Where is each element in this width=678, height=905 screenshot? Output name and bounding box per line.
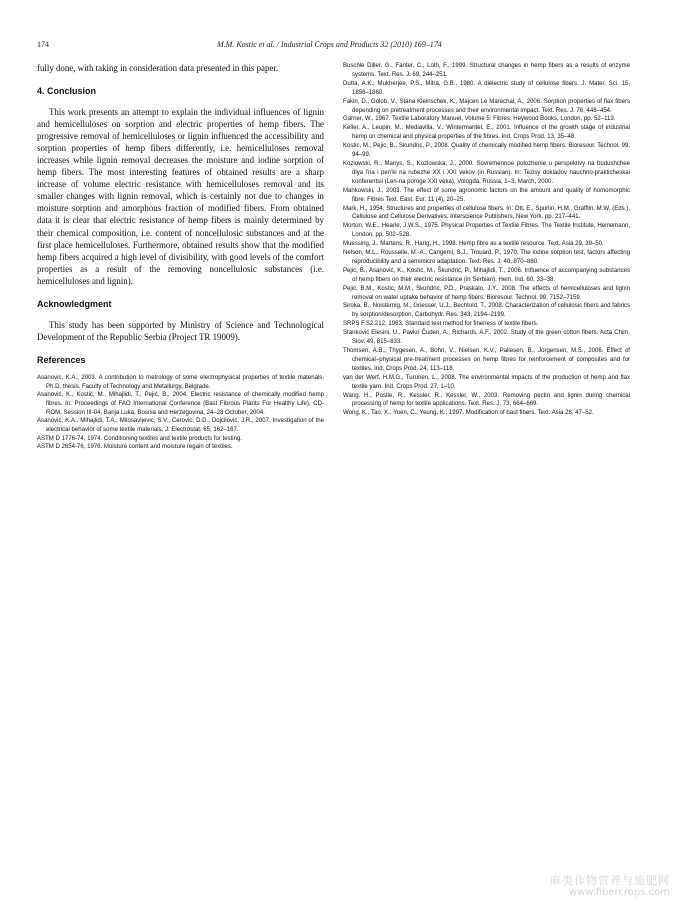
reference-item: Muessing, J., Martens, R., Harig, H., 1998. Hemp fibre as a textile resource. Text. Asia 29, 39–50. xyxy=(343,241,604,248)
reference-item: ASTM D 2654-76, 1976. Moisture content and moisture regain of textiles. xyxy=(37,444,233,451)
reference-item: Asanovic, K.A., 2003. A contribution to metrology of some electrophysical properties of textile materials. Ph.D. thesis. Faculty of Technology and Metallurgy, Belgrade. xyxy=(37,374,324,390)
references-heading: References xyxy=(37,354,86,365)
acknowledgment-paragraph: This study has been supported by Ministry of Science and Technological Development of the Republic Serbia (Project TR 19009). xyxy=(37,319,324,342)
reference-item: Pejic, B.M., Kostic, M.M., Skundric, P.D., Praskalo, J.Y., 2008. The effects of hemicelluloses and lignin removal on water uptake behavior of hemp fibers. Bioresour. Technol. 99, 7152–7159. xyxy=(343,285,630,301)
site-watermark xyxy=(550,875,670,899)
reference-list-right xyxy=(343,62,630,418)
reference-list-left xyxy=(37,374,324,452)
reference-item: Stanković Elesini, U., Pavko Čuden, A., Richards, A.F., 2002. Study of the green cotton fibers. Acta Chim. Slov. 49, 815–833. xyxy=(343,330,630,346)
reference-item: Buschle Diller, G., Fanter, C., Loth, F., 1999. Structural changes in hemp fibers as a results of enzyme systems. Text. Res. J. 69, 244–251. xyxy=(343,63,630,78)
reference-item: Nelson, M.L., Rousselle, M.-A., Cangemi, S.J., Trouard, P., 1970. The iodine sorption test, factors affecting reproducibility and a semimicro adaptation. Text. Res. J. 40, 870–880. xyxy=(343,250,630,265)
reference-item: Fakin, D., Golob, V., Stana Kleinschek, K., Majcen Le Marechal, A., 2006. Sorption properties of flax fibers depending on pretreatment processes and their environmental impact. Text. Res. J. 76, 448–454. xyxy=(343,98,630,114)
reference-item: Morton, W.E., Hearle, J.W.S., 1975. Physical Properties of Textile Fibres. The Textile Institute, Heinemann, London, pp. 502–528. xyxy=(343,223,630,239)
watermark-url: www.fibercrops.com xyxy=(568,887,670,898)
intro-paragraph: fully done, with taking in consideration data presented in this paper. xyxy=(37,63,279,73)
reference-item: Asanovic, K.A., Mihajlidi, T.A., Milosavljevic, S.V., Cerovic, D.D., Dojcilovic, J.R., 2007. Investigation of the electrical behavior of some textile materials. J. Electrostat. 65, 162–167. xyxy=(37,418,324,434)
reference-item: ASTM D 1776-74, 1974. Conditioning textiles and textile products for testing. xyxy=(37,435,243,442)
page-header xyxy=(37,40,642,54)
reference-item: Asanović, K., Kostić, M., Mihajlidi, T., Pejić, B., 2004. Electric resistance of chemically modified hemp fibres. In: Proceedings of FAO International Conference (Bast Fibrous Plants For Healthy Life), CD-ROM, Session III-04, Banja Luka, Bosnia and Herzegovina, 24–28 October, 2004. xyxy=(37,392,324,416)
reference-item: van der Werf, H.M.G., Turunen, L., 2008. The environmental impacts of the production of hemp and flax textile yarn. Ind. Crops Prod. 27, 1–10. xyxy=(343,374,630,390)
running-title: M.M. Kostic et al. / Industrial Crops and Products 32 (2010) 169–174 xyxy=(217,40,442,49)
conclusion-paragraph: This work presents an attempt to explain the individual influences of lignin and hemicelluloses on sorption and electric properties of hemp fibers. The progressive removal of hemicelluloses or lignin influenced the accessibility and sorption properties of hemp fibers differently, i.e. hemicelluloses removal increases while lignin removal decreases the moisture and iodine sorption of hemp fibers. The most interesting features of obtained results are a sharp increase of volume electric resistance with hemicelluloses removal and its smaller changes with lignin removal, which is certainly not due to changes in moisture sorption and amorphous fraction of modified fibers. From obtained data it is clear that electric resistance of hemp fibers is mainly determined by their chemical composition, i.e. content of noncellulosic substances and at the first place hemicelluloses. Furthermore, obtained results show that the modified hemp fibers acquired a high level of divisibility, with good levels of the comfort properties as a result of the removing noncellulosic substances (i.e. hemicelluloses and lignin). xyxy=(37,107,324,286)
watermark-chinese-text: 麻类作物营养与施肥网 xyxy=(550,874,670,887)
reference-item: Mark, H., 1954. Structures and properties of cellulose fibers. In: Ott, E., Spurlin, H.M., Grafflin, M.W. (Eds.), Cellulose and Cellulose Derivatives. Interscience Publishers, New York, pp. 217–441. xyxy=(343,205,630,221)
reference-item: Wang, H., Postle, R., Kessler, R., Kessler, W., 2003. Removing pectin and lignin during chemical processing of hemp for textile applications. Text. Res. J. 73, 664–669. xyxy=(343,392,630,408)
page-number: 174 xyxy=(37,40,49,49)
reference-item: Garner, W., 1967. Textile Laboratory Manuel, Volume 5: Fibres. Heywood Books, London, pp. 52–113. xyxy=(343,116,616,123)
reference-item: Pejić, B., Asanović, K., Kostić, M., Škundrić, P., Mihajlidi, T., 2006. Influence of accompanying substances of hemp fibers on their electric resistance (in Serbian). Hem. Ind. 60, 33–38. xyxy=(343,267,630,283)
reference-item: SRPS F.S2.212, 1963. Standard test method for fineness of textile fibers. xyxy=(343,321,539,328)
reference-item: Thomsen, A.B., Thygesen, A., Bohn, V., Nielsen, K.V., Pallesen, B., Jorgensen, M.S., 2006. Effect of chemical–physical pre-treatment processes on hemp fibres for reinforcement of composites and for textiles. Ind. Crops Prod. 24, 113–118. xyxy=(343,348,630,372)
reference-item: Keller, A., Leupin, M., Mediavilla, V., Wintermantel, E., 2001. Influence of the growth stage of industrial hemp on chemical and physical properties of the fibres. Ind. Crops Prod. 13, 35–48. xyxy=(343,125,630,141)
left-column xyxy=(37,62,324,452)
reference-item: Siroka, B., Noisternig, M., Griesser, U.J., Bechtold, T., 2008. Characterization of cellulosic fibers and fabrics by sorption/desorption. Carbohydr. Res. 343, 2194–2199. xyxy=(343,303,630,319)
reference-item: Wong, K., Tao, X., Yuen, C., Yeung, K., 1997. Modification of bast fibers. Text. Asia 28, 47–52. xyxy=(343,410,594,417)
reference-item: Dutta, A.K., Mukherjee, P.S., Mitra, G.B., 1980. A dielectric study of cellulose fibers. J. Mater. Sci. 15, 1856–1860. xyxy=(343,80,630,96)
acknowledgment-heading: Acknowledgment xyxy=(37,298,112,309)
conclusion-heading: 4. Conclusion xyxy=(37,86,97,97)
reference-item: Kozlowski, R., Manys, S., Kozlowska, J., 2000. Sovremennoe polozhenie u perspektivy na budushchee dlya l'na i pen'ki na rubezhe XX i XXI vekov (in Russian). In: Tezisy dokladov nauchno-prakticheskai konferentsii (Len-na poroge XXI veka), Vologda, Russia, 1–3, March, 2000. xyxy=(343,160,630,185)
reference-item: Mankowski, J., 2003. The effect of some agronomic factors on the amount and quality of homomorphic fibre. Fibres Text. East. Eur. 11 (4), 20–25. xyxy=(343,187,630,203)
reference-item: Kostic, M., Pejic, B., Skundric, P., 2008. Quality of chemically modified hemp fibers. Bioresour. Technol. 99, 94–99. xyxy=(343,143,630,159)
right-column xyxy=(343,62,630,418)
